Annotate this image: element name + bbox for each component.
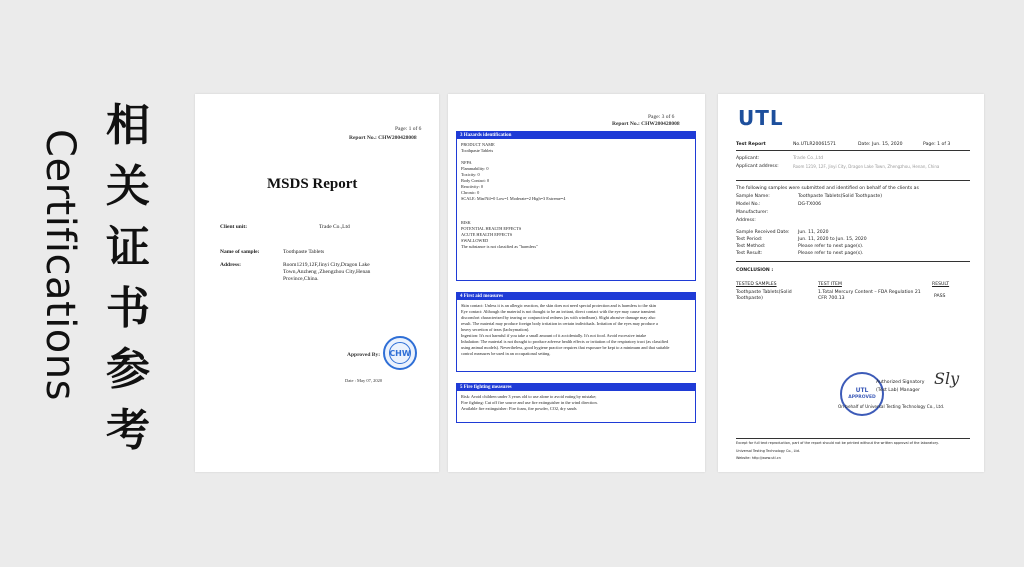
section-body <box>457 139 695 253</box>
stamp-text: UTL <box>855 387 869 394</box>
divider <box>736 261 970 262</box>
side-title-en: Certifications <box>37 129 84 401</box>
method-label: Test Method: <box>736 244 766 249</box>
period-value: Jun. 11, 2020 to Jun. 15, 2020 <box>798 237 867 242</box>
section-first-aid <box>456 292 696 372</box>
conclusion-label: CONCLUSION : <box>736 268 774 273</box>
address-label: Address: <box>736 218 756 223</box>
row-result: PASS <box>934 294 946 299</box>
applicant-label: Applicant: <box>736 156 760 161</box>
report-number: Report No.: CHW200428008 <box>612 121 680 127</box>
side-title-cn-char: 相 <box>106 100 150 151</box>
section-line: NFPA <box>461 160 472 165</box>
section-line: Chronic: 0 <box>461 190 480 195</box>
signature-graphic: Sly <box>934 369 960 388</box>
utl-approved-stamp <box>840 372 884 416</box>
section-line: RISK <box>461 220 471 225</box>
section-line: using animal models). Nevertheless, good hygiene practice requires that exposure be kept to a minimum and that suitable <box>461 345 670 350</box>
applicant-address-label: Applicant address: <box>736 164 779 169</box>
section-line: Flammability: 0 <box>461 166 489 171</box>
footer-note: Except for full text reproduction, part of the report should not be printed without the written approval of the laboratory. <box>736 441 939 445</box>
page-number: Page: 1 of 6 <box>395 126 422 132</box>
section-line: ACUTE HEALTH EFFECTS <box>461 232 513 237</box>
signatory-company: On behalf of Universal Testing Technology Co., Ltd. <box>838 404 945 409</box>
msds-hazard-page <box>448 94 705 472</box>
result-label: Test Result: <box>736 251 763 256</box>
client-value: Trade Co.,Ltd <box>319 224 350 230</box>
signatory-title: Authorized Signatory <box>876 380 925 385</box>
address-value: Room1219,12F,Jinyi City,Dragon Lake Town,Anzheng ,Zhengzhou City,Henan Province,China. <box>283 262 371 282</box>
test-report-label: Test Report <box>736 142 766 147</box>
section-line: Eye contact: Although the material is not thought to be an irritant, direct contact with the eye may cause transient <box>461 309 656 314</box>
footer-company: Universal Testing Technology Co., Ltd. <box>736 449 801 453</box>
received-value: Jun. 11, 2020 <box>798 230 829 235</box>
divider <box>736 150 970 151</box>
section-line: Body Contact: 0 <box>461 178 490 183</box>
stamp-text: APPROVED <box>848 395 876 400</box>
applicant-value: Trade Co.,Ltd <box>793 156 824 161</box>
side-title-cn-char: 考 <box>106 405 150 456</box>
section-fire-fighting <box>456 383 696 423</box>
section-line: The substance is not classified as "harmless" <box>461 244 538 249</box>
result-value: Please refer to next page(s). <box>798 251 864 256</box>
side-title-cn-char: 关 <box>106 161 150 212</box>
document-title: MSDS Report <box>267 176 358 192</box>
section-line: Skin contact: Unless it is an allergic reaction, the skin does not need special protection and is harmless to the skin <box>461 303 657 308</box>
section-line: Available fire extinguisher: Fire foam, fire powder, CO2, dry sands <box>461 406 577 411</box>
samples-intro: The following samples were submitted and identified on behalf of the clients as <box>736 186 919 191</box>
report-date: Date : May 07, 2020 <box>345 378 383 383</box>
divider <box>736 180 970 181</box>
section-line: Inhalation: The material is not thought to produce adverse health effects or irritation of the respiratory tract (as classified <box>461 339 669 344</box>
side-title-cn-char: 参 <box>106 344 150 395</box>
section-line: SWALLOWED <box>461 238 489 243</box>
section-title: 4 First aid measures <box>457 293 695 300</box>
side-title-cn-char: 书 <box>106 283 150 334</box>
section-line: POTENTIAL HEALTH EFFECTS <box>461 226 522 231</box>
section-line: SCALE: Min/Nil=0 Low=1 Moderate=2 High=3 Extreme=4 <box>461 196 566 201</box>
side-title-en-wrap <box>30 100 90 430</box>
approved-label: Approved By: <box>347 352 381 358</box>
sample-name-value: Toothpaste Tablets(Solid Toothpaste) <box>798 194 882 199</box>
section-line: Fire fighting: Cut off fire source and use fire extinguisher in the wind direction. <box>461 400 598 405</box>
page-number: Page: 1 of 3 <box>923 142 951 147</box>
client-label: Client unit: <box>220 224 248 230</box>
section-line: control measures be used in an occupational setting. <box>461 351 551 356</box>
divider <box>736 438 970 439</box>
section-line: heavy secretion of tears (lachrymation). <box>461 327 530 332</box>
method-value: Please refer to next page(s). <box>798 244 864 249</box>
model-label: Model No.: <box>736 202 761 207</box>
section-hazards <box>456 131 696 281</box>
report-number: Report No.: CHW200428008 <box>349 135 417 141</box>
col-result: RESULT <box>932 282 950 287</box>
sample-value: Toothpaste Tablets <box>283 249 325 255</box>
section-line: Risk: Avoid children under 3 years old to use alone to avoid eating by mistake; <box>461 394 597 399</box>
section-line: Ingestion: It's not harmful if you take a small amount of it accidentally. It's not food. Avoid excessive intake <box>461 333 647 338</box>
address-label: Address: <box>220 262 241 268</box>
col-test-item: TEST ITEM <box>818 282 842 287</box>
section-line: result. The material may produce foreign body irritation in certain individuals. Irritation of the eyes may produce a <box>461 321 658 326</box>
side-title-cn <box>100 100 156 457</box>
applicant-address-value: Room 1219, 12F, Jinyi City, Dragon Lake Town, Zhengzhou, Henan, China <box>793 164 940 169</box>
section-body <box>457 391 695 415</box>
row-test-item: 1.Total Mercury Content – FDA Regulation 21 CFR 700.13 <box>818 290 921 301</box>
sample-name-label: Sample Name: <box>736 194 770 199</box>
section-line: Toothpaste Tablets <box>461 148 494 153</box>
section-line: PRODUCT NAME <box>461 142 495 147</box>
sample-label: Name of sample: <box>220 249 260 255</box>
section-line: Toxicity: 0 <box>461 172 480 177</box>
utl-test-report-page <box>718 94 984 472</box>
row-sample: Toothpaste Tablets(Solid Toothpaste) <box>736 290 792 301</box>
section-title: 3 Hazards identification <box>457 132 695 139</box>
section-body <box>457 300 695 360</box>
page-number: Page: 3 of 6 <box>648 114 675 120</box>
side-title-cn-char: 证 <box>106 222 150 273</box>
section-line: Reactivity: 0 <box>461 184 484 189</box>
section-title: 5 Fire fighting measures <box>457 384 695 391</box>
stamp-text: CHW <box>389 348 411 358</box>
manufacturer-label: Manufacturer: <box>736 210 769 215</box>
period-label: Test Period: <box>736 237 763 242</box>
section-line: discomfort characterized by tearing or conjunctival redness (as with windburn). Slight abrasive damage may also <box>461 315 656 320</box>
footer-website: Website: http://www.utl.cn <box>736 456 781 460</box>
received-label: Sample Received Date: <box>736 230 790 235</box>
signatory-role: (Test Lab) Manager <box>876 388 920 393</box>
utl-logo: UTL <box>738 106 784 130</box>
model-value: DG-TX006 <box>798 202 822 207</box>
approval-stamp <box>383 336 417 370</box>
report-number: No.UTLR20061571 <box>793 142 836 147</box>
msds-report-page <box>195 94 439 472</box>
report-date: Date: Jun. 15, 2020 <box>858 142 903 147</box>
col-tested-samples: TESTED SAMPLES <box>736 282 777 287</box>
